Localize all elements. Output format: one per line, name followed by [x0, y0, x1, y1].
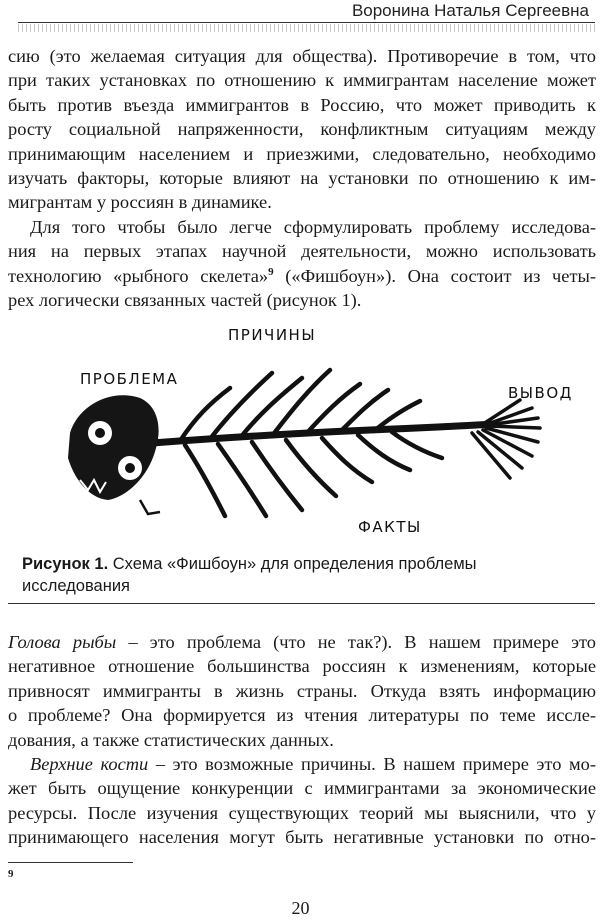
- fishbone-figure: [40, 318, 573, 543]
- paragraph-1: [8, 44, 596, 215]
- label-conclusion: ВЫВОД: [508, 384, 573, 402]
- paragraph-3: [8, 630, 596, 752]
- term-upper-bones: Верхние кости: [30, 754, 149, 774]
- fish-tail: [472, 400, 540, 478]
- text-line: мигрантам у россиян в динамике.: [8, 192, 272, 213]
- text-line: принимающим населением и приезжими, следовательно, необходимо: [8, 143, 596, 164]
- text-line: рех логически связанных частей (рисунок 1).: [8, 290, 362, 311]
- caption-line: [22, 553, 582, 575]
- caption-line: исследования: [22, 577, 130, 595]
- caption-text: Схема «Фишбоун» для определения проблемы: [108, 555, 477, 573]
- term-fish-head: Голова рыбы: [8, 632, 117, 652]
- text-line: ресурсы. После изучения существующих теорий мы выяснили, что у: [8, 802, 596, 823]
- text-line: сию (это желаемая ситуация для общества). Противоречие в том, что: [8, 46, 596, 66]
- lower-bones: [185, 432, 442, 516]
- text-line: [8, 752, 596, 776]
- footnote-rule: [8, 862, 133, 863]
- text-line: дования, а также статистических данных.: [8, 729, 334, 750]
- footnote-number: 9: [8, 868, 14, 880]
- section-rule: [8, 603, 595, 604]
- running-head: Воронина Наталья Сергеевна: [351, 1, 589, 20]
- figure-caption: [22, 553, 582, 597]
- text-line: Для того чтобы было легче сформулировать проблему исследова-: [30, 217, 596, 237]
- text-line: привносят иммигранты в жизнь страны. Откуда взять информацию: [8, 680, 596, 701]
- text-fragment: технологию «рыбного скелета»: [8, 265, 269, 286]
- text-line: принимающего населения могут быть негативные установки по отно-: [8, 827, 596, 848]
- page-number: 20: [291, 898, 310, 918]
- header-dotted-band: [18, 24, 595, 32]
- label-causes: ПРИЧИНЫ: [228, 326, 317, 344]
- fish-skeleton-drawing: [40, 318, 570, 543]
- text-line: [8, 630, 596, 654]
- text-line: негативное отношение большинства россиян к изменениям, которые: [8, 656, 596, 677]
- text-line: быть против въезда иммигрантов в Россию, что может приводить к: [8, 94, 596, 115]
- paragraph-2: [8, 215, 596, 313]
- text-line: при таких установках по отношению к иммигрантам население может: [8, 70, 596, 91]
- footnote-ref[interactable]: 9: [268, 265, 274, 278]
- header-rule: [18, 22, 595, 23]
- text-line: [8, 264, 596, 288]
- label-problem: ПРОБЛЕМА: [80, 370, 179, 388]
- text-line: о проблеме? Она формируется из чтения литературы по теме иссле-: [8, 705, 596, 726]
- label-facts: ФАКТЫ: [358, 518, 422, 536]
- text-line: жет быть ощущение конкуренции с иммигрантами за экономические: [8, 778, 596, 799]
- text-fragment: – это проблема (что не так?). В нашем примере это: [116, 632, 596, 652]
- text-line: росту социальной напряженности, конфликтным ситуациям между: [8, 119, 596, 140]
- text-line: изучать факторы, которые влияют на установки по отношению к им-: [8, 167, 596, 188]
- text-fragment: («Фишбоун»). Она состоит из четы-: [273, 265, 596, 286]
- fish-head: [68, 395, 160, 514]
- caption-prefix: Рисунок 1.: [22, 555, 109, 573]
- text-line: ния на первых этапах научной деятельности, можно использовать: [8, 241, 596, 262]
- paragraph-4: [8, 752, 596, 850]
- text-fragment: – это возможные причины. В нашем примере это мо-: [148, 754, 596, 774]
